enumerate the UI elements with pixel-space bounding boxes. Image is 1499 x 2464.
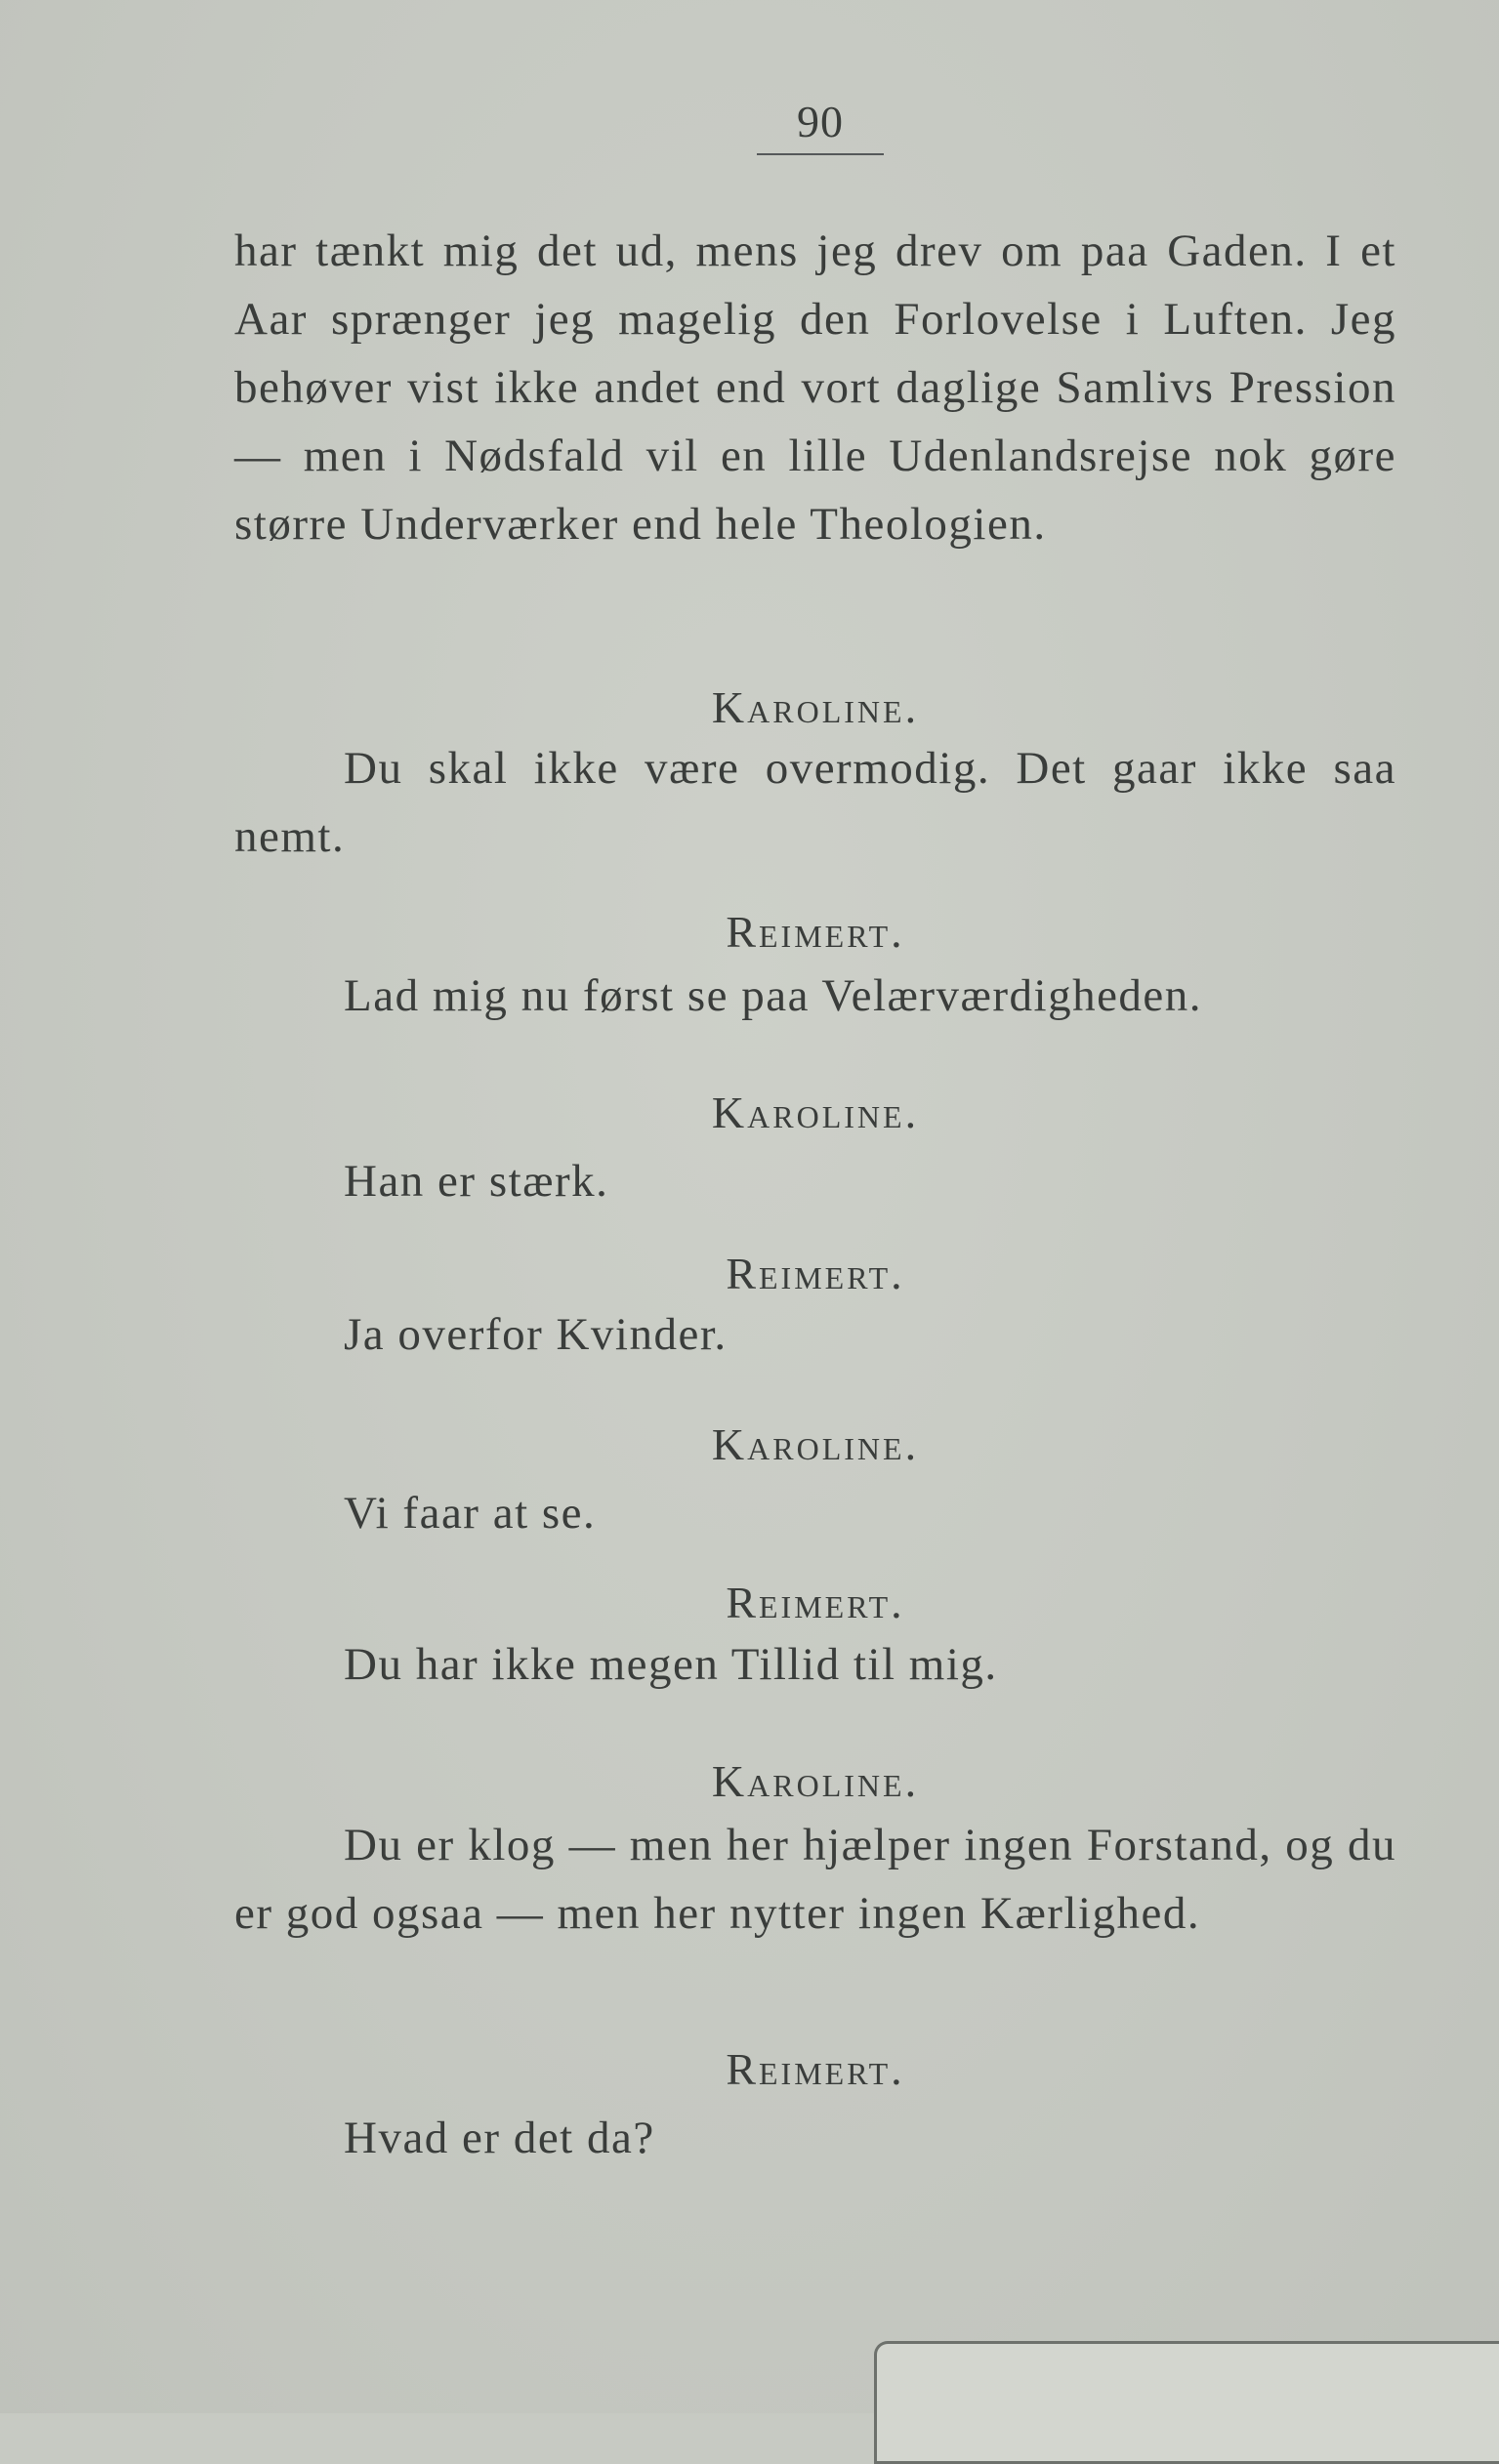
- dialogue-line: Vi faar at se.: [344, 1488, 597, 1539]
- opening-paragraph: har tænkt mig det ud, mens jeg drev om paa Gaden. I et Aar sprænger jeg magelig den Forlovelse i Luften. Jeg behøver vist ikke andet end vort daglige Samlivs Pression — men i Nødsfald vil en lille Udenlandsrejse nok gøre større Underværker end hele Theologien.: [234, 226, 1396, 550]
- dialogue-line: Lad mig nu først se paa Velærværdigheden.: [344, 970, 1203, 1021]
- speaker-name: Reimert.: [726, 2044, 905, 2094]
- speaker-name: Reimert.: [726, 1249, 905, 1298]
- speaker-name: Reimert.: [726, 1578, 905, 1627]
- dialogue-line: Hvad er det da?: [344, 2113, 655, 2163]
- dialogue-line: Ja overfor Kvinder.: [344, 1309, 728, 1360]
- dialogue-line: Du er klog — men her hjælper ingen Forstand, og du er god ogsaa — men her nytter ingen Kærlighed.: [234, 1820, 1396, 1939]
- dialogue-line: Du har ikke megen Tillid til mig.: [344, 1639, 998, 1690]
- speaker-name: Karoline.: [711, 682, 920, 732]
- page-number: 90: [757, 93, 884, 155]
- speaker-name: Karoline.: [711, 1419, 920, 1469]
- dialogue-line: Du skal ikke være overmodig. Det gaar ikke saa nemt.: [234, 743, 1396, 862]
- speaker-name: Reimert.: [726, 907, 905, 957]
- dialogue-line: Han er stærk.: [344, 1156, 609, 1207]
- speaker-name: Karoline.: [711, 1088, 920, 1137]
- speaker-name: Karoline.: [711, 1756, 920, 1806]
- page-insert-edge: [874, 2341, 1499, 2464]
